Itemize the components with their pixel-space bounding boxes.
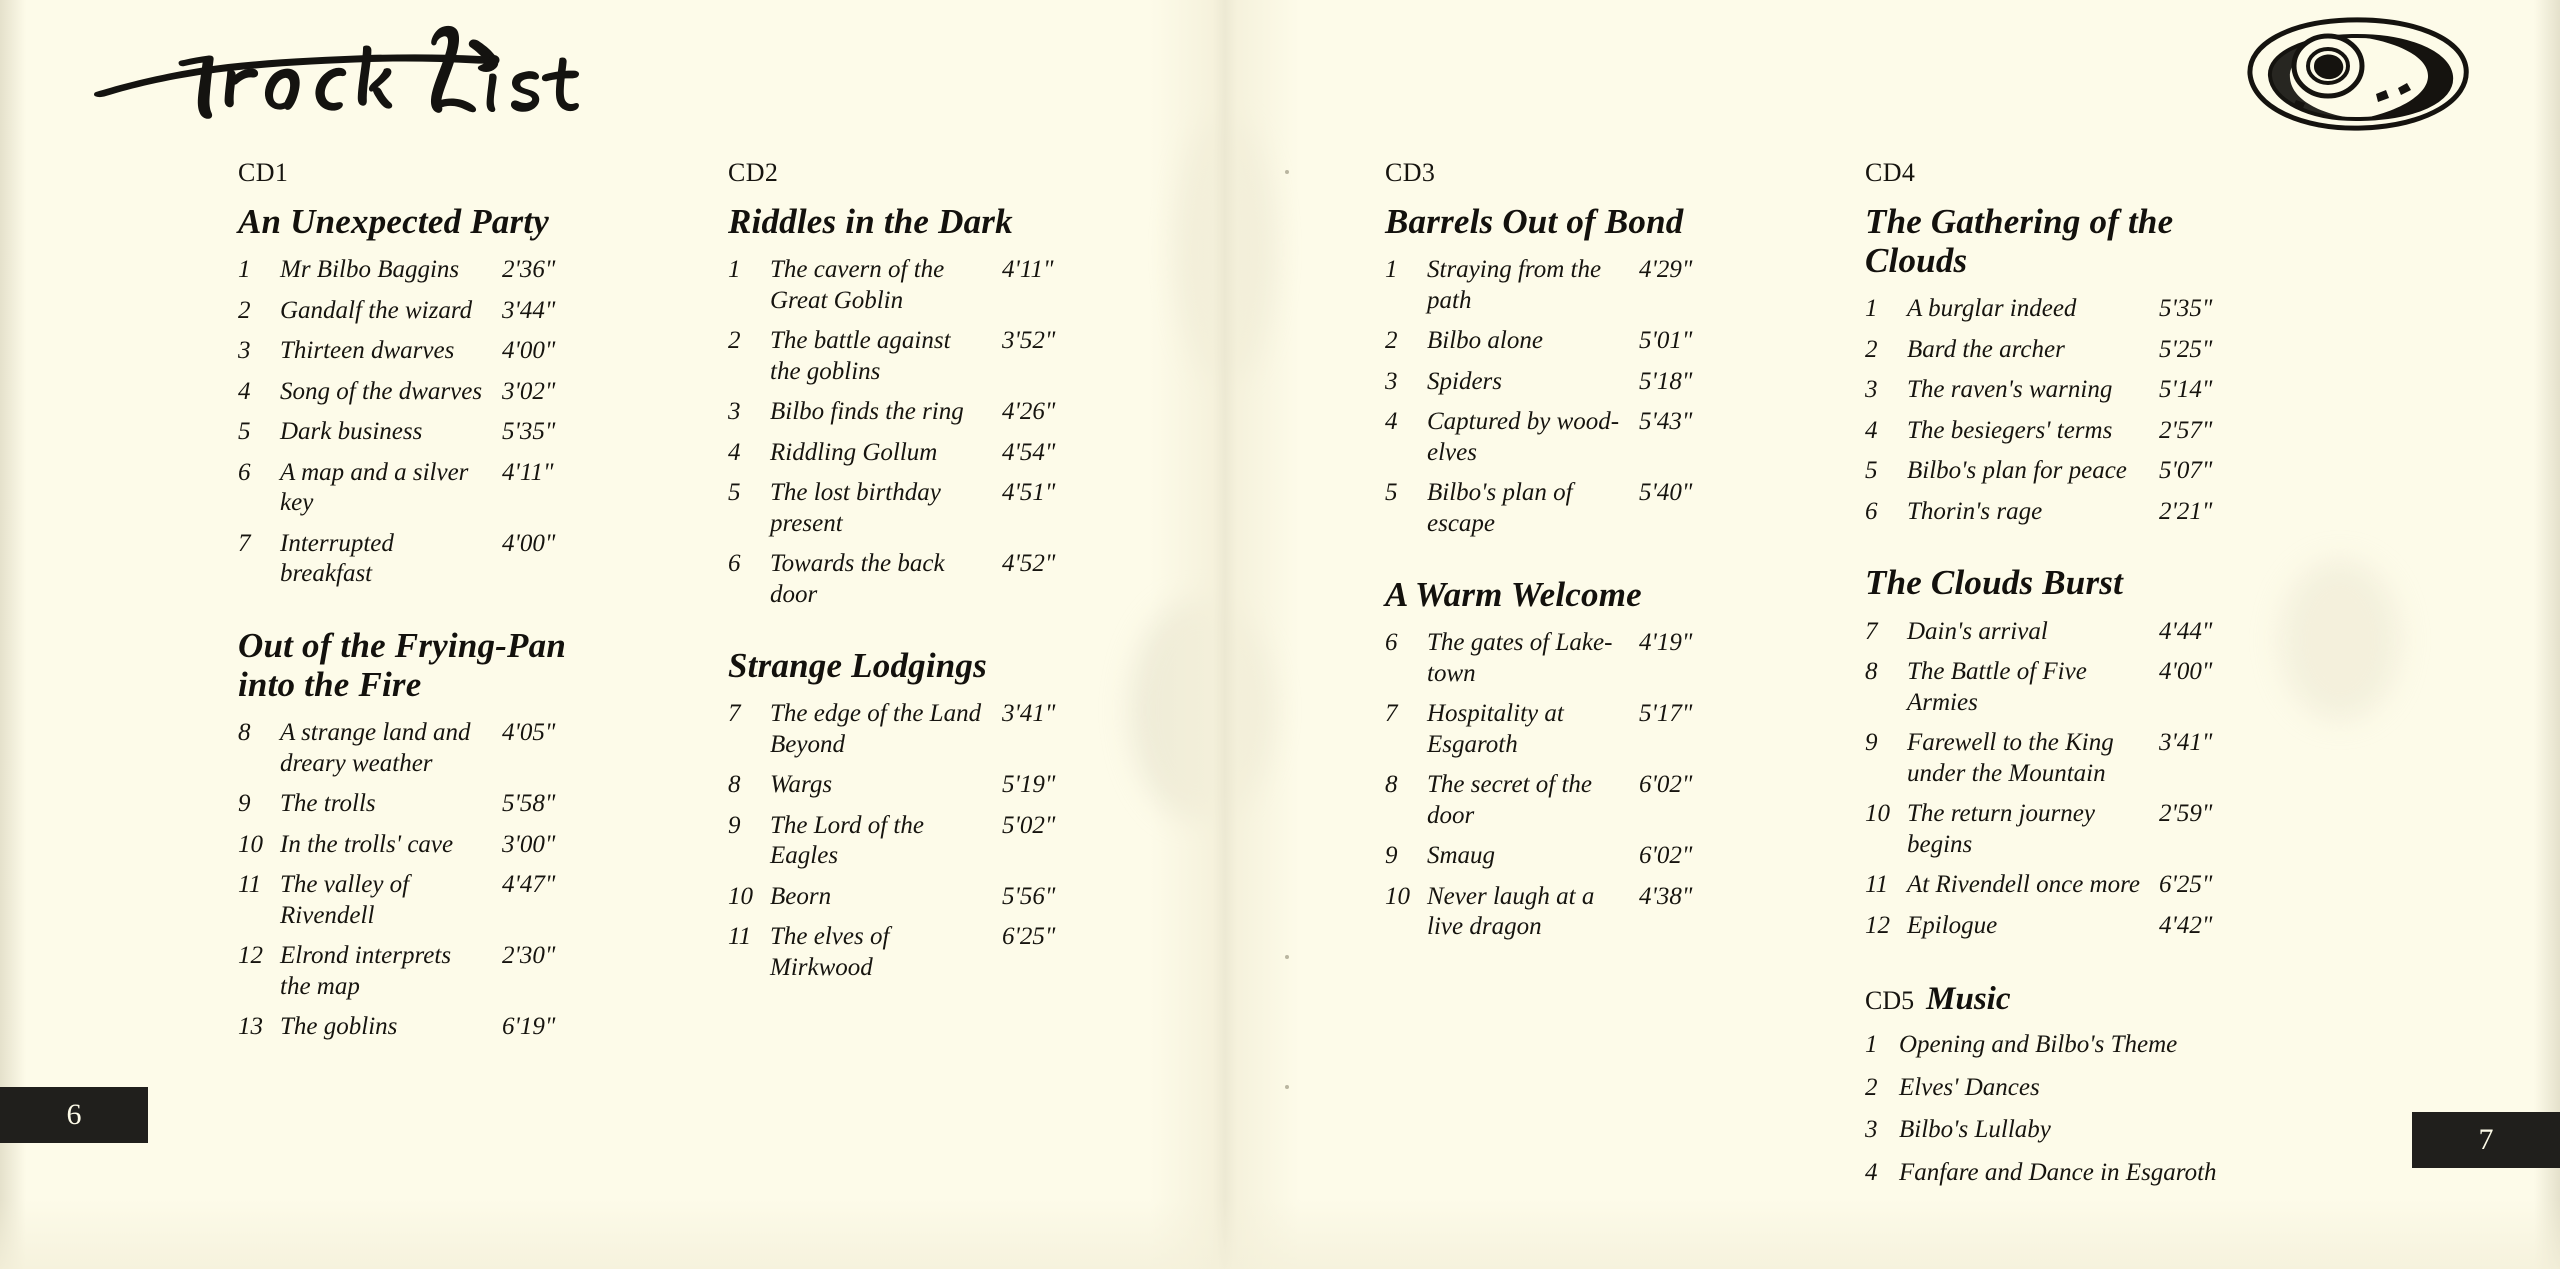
track-row: [238, 870, 588, 931]
track-title: Riddling Gollum: [770, 438, 938, 466]
track-number: 12: [1865, 911, 1890, 939]
track-number: 1: [728, 256, 741, 284]
track-duration: 4'00": [2159, 658, 2213, 686]
track-row: [238, 529, 588, 590]
track-list: [238, 718, 588, 1043]
track-number: 8: [1385, 771, 1398, 799]
track-number: 4: [1385, 408, 1398, 436]
track-title-line2: the goblins: [770, 357, 881, 385]
track-row: [728, 255, 1088, 316]
track-title: The goblins: [280, 1013, 398, 1041]
track-number: 2: [728, 327, 741, 355]
track-number: 6: [1865, 497, 1878, 525]
track-row: [1865, 870, 2245, 901]
track-duration: 5'25": [2159, 335, 2213, 363]
track-duration: 5'43": [1639, 408, 1693, 436]
page-title: [88, 20, 608, 130]
track-row: [1865, 416, 2245, 447]
track-title: Fanfare and Dance in Esgaroth: [1899, 1158, 2217, 1186]
track-title: A burglar indeed: [1907, 295, 2077, 323]
track-row: [1385, 699, 1725, 760]
track-row: [1385, 478, 1725, 539]
track-duration: 2'30": [502, 942, 556, 970]
track-duration: 2'59": [2159, 800, 2213, 828]
section-title: An Unexpected Party: [238, 202, 549, 241]
track-title: Thorin's rage: [1907, 497, 2043, 525]
track-title-line2: the map: [280, 972, 360, 1000]
track-number: 9: [1865, 729, 1878, 757]
track-title: A map and a silver key: [280, 458, 469, 517]
track-number: 3: [1865, 1116, 1878, 1144]
track-row: [728, 922, 1088, 983]
track-duration: 4'51": [1002, 479, 1056, 507]
track-duration: 3'52": [1002, 327, 1056, 355]
track-title: Gandalf the wizard: [280, 296, 473, 324]
track-number: 7: [1385, 700, 1398, 728]
paper-speck: [1285, 1085, 1289, 1089]
track-number: 4: [728, 438, 741, 466]
track-row: [238, 941, 588, 1002]
track-title: Elves' Dances: [1899, 1073, 2040, 1101]
track-number: 5: [1865, 457, 1878, 485]
track-row: [1385, 770, 1725, 831]
track-row: [1385, 326, 1725, 357]
track-row: [238, 377, 588, 408]
track-number: 2: [1865, 1073, 1878, 1101]
track-number: 8: [238, 719, 251, 747]
track-row: [238, 830, 588, 861]
paper-speck: [1285, 955, 1289, 959]
track-list: [1385, 255, 1725, 539]
track-title-line2: Great Goblin: [770, 286, 904, 314]
track-duration: 4'29": [1639, 256, 1693, 284]
page-number-right: 7: [2412, 1112, 2560, 1168]
track-number: 10: [1385, 882, 1410, 910]
track-duration: 3'00": [502, 830, 556, 858]
section-title: The Clouds Burst: [1865, 563, 2124, 603]
track-title-line2: dreary weather: [280, 749, 433, 777]
track-list: [1865, 294, 2245, 527]
track-row: [728, 438, 1088, 469]
track-number: 6: [1385, 629, 1398, 657]
page-edge-right: [2534, 0, 2560, 1269]
track-number: 1: [1865, 1031, 1878, 1059]
track-duration: 6'25": [2159, 871, 2213, 899]
track-title: Mr Bilbo Baggins: [280, 256, 460, 284]
track-title: The besiegers' terms: [1907, 416, 2113, 444]
page-gutter: [1150, 0, 1300, 1269]
track-title: Dark business: [280, 418, 423, 446]
section-title: Out of the Frying-Pan into the Fire: [238, 625, 566, 704]
track-title: Towards the back door: [770, 550, 945, 608]
track-duration: 4'54": [1002, 438, 1056, 466]
cd-label: CD4: [1865, 158, 1916, 187]
track-duration: 2'36": [502, 256, 556, 284]
track-number: 8: [728, 771, 741, 799]
track-row: [238, 417, 588, 448]
track-title: [770, 699, 1002, 760]
track-title: In the trolls' cave: [280, 830, 454, 858]
track-row: [1385, 367, 1725, 398]
track-title-line1: The cavern of the: [770, 256, 945, 284]
track-number: 9: [728, 811, 741, 839]
track-list: [1385, 628, 1725, 943]
track-row: [728, 326, 1088, 387]
track-duration: 4'11": [502, 458, 554, 486]
track-duration: 3'02": [502, 377, 556, 405]
track-title-line1: A strange land and: [280, 719, 471, 747]
track-number: 7: [728, 700, 741, 728]
track-duration: 3'44": [502, 296, 556, 324]
track-row: [1385, 882, 1725, 943]
track-row: [1865, 335, 2245, 366]
track-duration: 5'02": [1002, 811, 1056, 839]
track-number: 5: [1385, 479, 1398, 507]
track-row: [1385, 841, 1725, 872]
track-title-line2: under the Mountain: [1907, 759, 2106, 787]
track-number: 6: [728, 550, 741, 578]
track-row: [728, 811, 1088, 872]
page-edge-left: [0, 0, 26, 1269]
track-title: Bilbo alone: [1427, 327, 1543, 355]
track-title-line1: Elrond interprets: [280, 942, 452, 970]
track-title: The lost birthday present: [770, 479, 941, 537]
track-duration: 6'25": [1002, 923, 1056, 951]
track-duration: 4'44": [2159, 617, 2213, 645]
track-row: [1865, 375, 2245, 406]
track-title: Wargs: [770, 771, 833, 799]
column-cd4: [1865, 158, 2245, 1200]
cd-label: CD5: [1865, 986, 1915, 1016]
track-number: 12: [238, 942, 263, 970]
track-list: [728, 699, 1088, 983]
track-title: Straying from the path: [1427, 256, 1602, 314]
track-duration: 3'41": [2159, 729, 2213, 757]
track-list: [1865, 617, 2245, 942]
track-list: [238, 255, 588, 590]
track-title: [770, 255, 1002, 316]
track-duration: 4'00": [502, 337, 556, 365]
track-number: 2: [238, 296, 251, 324]
track-row: [1865, 799, 2245, 860]
track-duration: 2'57": [2159, 416, 2213, 444]
track-duration: 4'00": [502, 529, 556, 557]
track-number: 5: [238, 418, 251, 446]
track-duration: 6'19": [502, 1013, 556, 1041]
column-cd1: [238, 158, 588, 1053]
track-number: 8: [1865, 658, 1878, 686]
track-duration: 5'56": [1002, 882, 1056, 910]
track-row: [728, 882, 1088, 913]
track-title: Bilbo's plan of escape: [1427, 479, 1573, 537]
track-title: Bilbo finds the ring: [770, 398, 964, 426]
track-title: The Battle of Five Armies: [1907, 658, 2087, 716]
page-number-left: 6: [0, 1087, 148, 1143]
paper-blemish: [2280, 560, 2400, 720]
track-duration: 4'52": [1002, 550, 1056, 578]
track-number: 9: [238, 790, 251, 818]
track-number: 11: [728, 923, 752, 951]
track-duration: 5'17": [1639, 700, 1693, 728]
track-list: [1865, 1030, 2245, 1188]
track-row: [1865, 1073, 2245, 1104]
ring-illustration: [2200, 8, 2490, 163]
track-title: The return journey begins: [1907, 800, 2095, 858]
track-row: [728, 699, 1088, 760]
track-number: 1: [1865, 295, 1878, 323]
track-duration: 5'19": [1002, 771, 1056, 799]
cd5-heading: [1865, 981, 2245, 1018]
track-number: 3: [1385, 367, 1398, 395]
track-row: [1865, 1158, 2245, 1189]
track-title-line1: The edge of the Land: [770, 700, 982, 728]
track-title: The trolls: [280, 790, 376, 818]
track-row: [1865, 1115, 2245, 1146]
track-row: [1865, 294, 2245, 325]
track-title: Spiders: [1427, 367, 1502, 395]
track-number: 3: [1865, 376, 1878, 404]
track-number: 1: [1385, 256, 1398, 284]
track-duration: 4'11": [1002, 256, 1054, 284]
track-title-line1: Farewell to the King: [1907, 729, 2114, 757]
track-row: [1865, 1030, 2245, 1061]
track-row: [1865, 728, 2245, 789]
track-row: [728, 770, 1088, 801]
track-row: [1865, 497, 2245, 528]
cd-label: CD3: [1385, 158, 1436, 187]
track-duration: 5'58": [502, 790, 556, 818]
track-number: 7: [1865, 617, 1878, 645]
track-row: [1865, 911, 2245, 942]
track-row: [238, 458, 588, 519]
track-title: Captured by wood-elves: [1427, 408, 1620, 466]
track-duration: 4'38": [1639, 882, 1693, 910]
track-number: 2: [1385, 327, 1398, 355]
track-row: [728, 397, 1088, 428]
track-row: [238, 789, 588, 820]
section-title: Strange Lodgings: [728, 646, 987, 686]
track-number: 3: [728, 398, 741, 426]
track-duration: 6'02": [1639, 771, 1693, 799]
track-number: 6: [238, 458, 251, 486]
track-row: [1385, 255, 1725, 316]
track-title-line1: Never laugh at a: [1427, 882, 1595, 910]
track-row: [728, 478, 1088, 539]
track-duration: 5'07": [2159, 457, 2213, 485]
track-duration: 4'47": [502, 871, 556, 899]
track-number: 2: [1865, 335, 1878, 363]
track-number: 3: [238, 337, 251, 365]
track-duration: 5'35": [502, 418, 556, 446]
track-title: The valley of Rivendell: [280, 871, 410, 929]
track-title-line2: live dragon: [1427, 913, 1542, 941]
track-title: Interrupted breakfast: [280, 529, 394, 588]
track-row: [1385, 628, 1725, 689]
track-duration: 5'14": [2159, 376, 2213, 404]
track-number: 10: [238, 830, 263, 858]
track-row: [1385, 407, 1725, 468]
cd-label: CD2: [728, 158, 779, 187]
track-row: [1865, 617, 2245, 648]
track-title: The raven's warning: [1907, 376, 2113, 404]
column-cd3: [1385, 158, 1725, 953]
track-number: 4: [1865, 1158, 1878, 1186]
track-title: Smaug: [1427, 842, 1496, 870]
track-title: Bard the archer: [1907, 335, 2065, 363]
track-title: At Rivendell once more: [1907, 871, 2141, 899]
track-title: The elves of Mirkwood: [770, 923, 890, 981]
track-title: Dain's arrival: [1907, 617, 2048, 645]
track-number: 10: [1865, 800, 1890, 828]
track-list: [728, 255, 1088, 610]
track-duration: 5'40": [1639, 479, 1693, 507]
track-title: Thirteen dwarves: [280, 337, 455, 365]
track-number: 5: [728, 479, 741, 507]
track-title: Hospitality at Esgaroth: [1427, 700, 1564, 758]
track-number: 1: [238, 256, 251, 284]
track-duration: 5'18": [1639, 367, 1693, 395]
section-title: Barrels Out of Bond: [1385, 202, 1684, 241]
track-title: Epilogue: [1907, 911, 1998, 939]
track-title: The Lord of the Eagles: [770, 811, 924, 870]
track-title-line1: The battle against: [770, 327, 951, 355]
column-cd2: [728, 158, 1088, 993]
track-duration: 4'19": [1639, 629, 1693, 657]
track-title: The secret of the door: [1427, 771, 1593, 829]
track-duration: 4'05": [502, 719, 556, 747]
track-number: 13: [238, 1013, 263, 1041]
track-title: Beorn: [770, 882, 832, 910]
track-duration: 4'42": [2159, 911, 2213, 939]
track-number: 11: [1865, 871, 1889, 899]
track-row: [238, 255, 588, 286]
track-number: 7: [238, 529, 251, 557]
track-number: 11: [238, 871, 262, 899]
track-title: Song of the dwarves: [280, 377, 483, 405]
track-title: The gates of Lake-town: [1427, 629, 1613, 687]
track-duration: 2'21": [2159, 497, 2213, 525]
track-number: 9: [1385, 842, 1398, 870]
paper-speck: [1285, 170, 1289, 174]
track-number: 4: [238, 377, 251, 405]
track-row: [1865, 657, 2245, 718]
track-title: [1907, 728, 2159, 789]
track-duration: 5'01": [1639, 327, 1693, 355]
section-title: Music: [1926, 981, 2011, 1018]
track-title-line2: Beyond: [770, 730, 845, 758]
cd-label: CD1: [238, 158, 289, 187]
track-number: 10: [728, 882, 753, 910]
section-title: A Warm Welcome: [1385, 575, 1642, 615]
track-row: [1865, 456, 2245, 487]
track-row: [238, 336, 588, 367]
track-title: Opening and Bilbo's Theme: [1899, 1031, 2178, 1059]
section-title: Riddles in the Dark: [728, 202, 1013, 241]
track-title: [280, 941, 502, 1002]
track-title: [1427, 882, 1639, 943]
track-row: [238, 718, 588, 779]
track-title: Bilbo's plan for peace: [1907, 457, 2127, 485]
track-title: [770, 326, 1002, 387]
track-duration: 4'26": [1002, 398, 1056, 426]
track-row: [238, 296, 588, 327]
track-number: 4: [1865, 416, 1878, 444]
track-title: Bilbo's Lullaby: [1899, 1116, 2051, 1144]
track-row: [728, 549, 1088, 610]
section-title: The Gathering of the Clouds: [1865, 202, 2174, 281]
track-duration: 6'02": [1639, 842, 1693, 870]
track-row: [238, 1012, 588, 1043]
track-duration: 5'35": [2159, 295, 2213, 323]
track-title: [280, 718, 502, 779]
track-duration: 3'41": [1002, 700, 1056, 728]
page-bottom-shadow: [0, 1199, 2560, 1269]
